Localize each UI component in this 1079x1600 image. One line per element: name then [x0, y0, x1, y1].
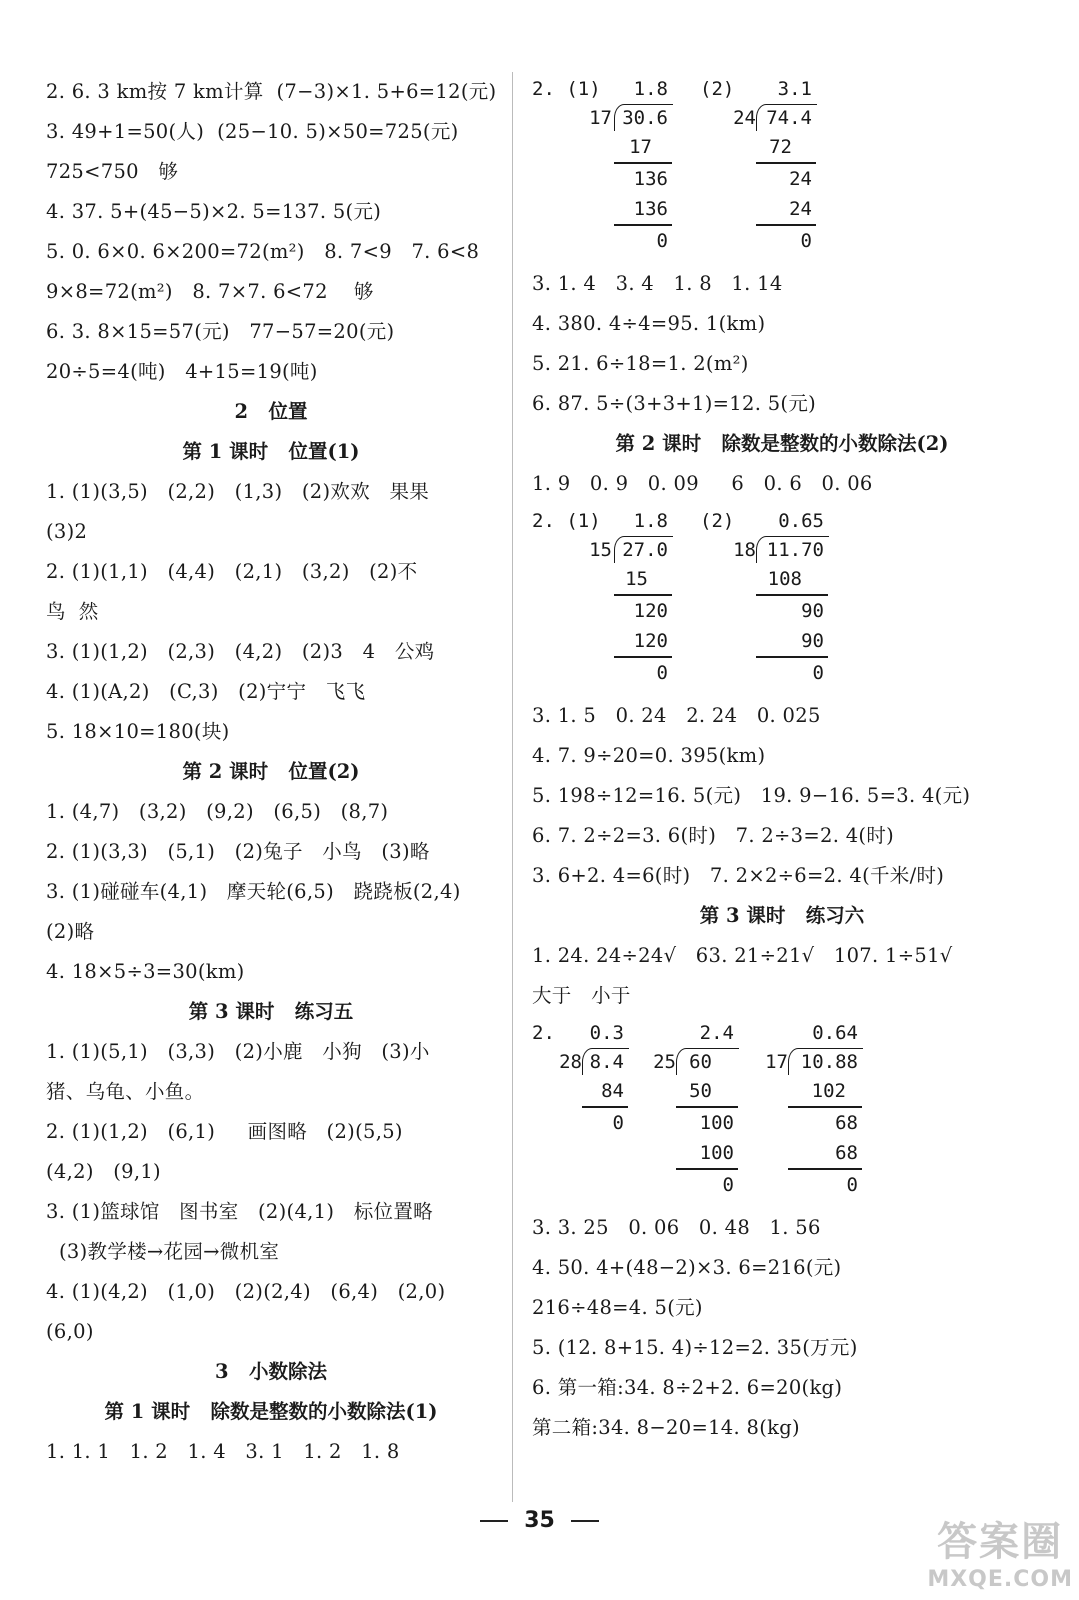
divisor: 25: [653, 1051, 676, 1073]
subtraction-line: [756, 224, 816, 226]
quotient: 3.1: [777, 78, 812, 100]
subtrahend: 72: [769, 136, 792, 158]
answer-line: 2. (1)(1,2) (6,1) 画图略 (2)(5,5): [46, 1120, 403, 1143]
remainder: 0: [846, 1174, 858, 1196]
answer-line: 4. 380. 4÷4=95. 1(km): [532, 312, 766, 335]
section-heading: 第 2 课时 位置(2): [182, 760, 360, 783]
subtraction-line: [614, 656, 672, 658]
long-division-1: [532, 72, 1032, 264]
dividend: 10.88: [800, 1051, 858, 1073]
answer-line: 6. 第一箱:34. 8÷2+2. 6=20(kg): [532, 1376, 843, 1399]
dividend: 11.70: [766, 539, 824, 561]
answer-line: 3. (1)(1,2) (2,3) (4,2) (2)3 4 公鸡: [46, 640, 435, 663]
subtrahend: 90: [801, 630, 824, 652]
subtrahend: 136: [633, 198, 668, 220]
quotient: 0.64: [812, 1022, 858, 1044]
left-column: [46, 72, 496, 1472]
column-divider: [512, 72, 513, 1502]
dividend: 8.4: [589, 1051, 624, 1073]
subtraction-line: [788, 1168, 862, 1170]
divisor: 15: [589, 539, 612, 561]
answer-line: 2. 6. 3 km按 7 km计算 (7−3)×1. 5+6=12(元): [46, 80, 497, 103]
answer-line: 216÷48=4. 5(元): [532, 1296, 703, 1319]
subtrahend: 17: [629, 136, 652, 158]
footer-dash: [571, 1520, 599, 1522]
answer-line: 3. 3. 25 0. 06 0. 48 1. 56: [532, 1216, 821, 1239]
answer-line: 1. (4,7) (3,2) (9,2) (6,5) (8,7): [46, 800, 389, 823]
answer-line: 4. 7. 9÷20=0. 395(km): [532, 744, 766, 767]
answer-line: (3)教学楼→花园→微机室: [46, 1240, 280, 1263]
subtraction-line: [582, 1106, 628, 1108]
remainder: 0: [722, 1174, 734, 1196]
remainder: 0: [612, 1112, 624, 1134]
remainder: 90: [801, 600, 824, 622]
subtrahend: 68: [835, 1142, 858, 1164]
answer-line: (3)2: [46, 520, 88, 543]
answer-line: 6. 3. 8×15=57(元) 77−57=20(元): [46, 320, 395, 343]
quotient: 0.65: [778, 510, 824, 532]
quotient: 1.8: [633, 78, 668, 100]
answer-line: 5. 0. 6×0. 6×200=72(m²) 8. 7<9 7. 6<8: [46, 240, 480, 263]
quotient: 0.3: [589, 1022, 624, 1044]
subtraction-line: [614, 594, 672, 596]
remainder: 0: [812, 662, 824, 684]
remainder: 24: [789, 168, 812, 190]
answer-line: 第二箱:34. 8−20=14. 8(kg): [532, 1416, 800, 1439]
answer-line: 1. (1)(3,5) (2,2) (1,3) (2)欢欢 果果: [46, 480, 430, 503]
answer-line: 725<750 够: [46, 160, 179, 183]
subtrahend: 120: [633, 630, 668, 652]
answer-line: 2. (1)(1,1) (4,4) (2,1) (3,2) (2)不: [46, 560, 418, 583]
answer-line: (6,0): [46, 1320, 94, 1343]
subtrahend: 108: [767, 568, 802, 590]
answer-line: 3. (1)篮球馆 图书室 (2)(4,1) 标位置略: [46, 1200, 433, 1223]
answer-line: 3. 49+1=50(人) (25−10. 5)×50=725(元): [46, 120, 459, 143]
section-heading: 第 3 课时 练习五: [188, 1000, 354, 1023]
answer-line: (2)略: [46, 920, 95, 943]
remainder: 0: [800, 230, 812, 252]
answer-line: 5. 198÷12=16. 5(元) 19. 9−16. 5=3. 4(元): [532, 784, 971, 807]
answer-line: 5. 21. 6÷18=1. 2(m²): [532, 352, 749, 375]
remainder: 120: [633, 600, 668, 622]
problem-label: 2.: [532, 1022, 555, 1044]
long-division-3: [532, 1016, 1032, 1208]
divisor: 17: [765, 1051, 788, 1073]
page-number: 35: [524, 1508, 555, 1533]
problem-label: (2): [700, 510, 735, 532]
section-heading: 第 1 课时 位置(1): [182, 440, 360, 463]
section-heading: 2 位置: [234, 400, 308, 423]
section-heading: 第 1 课时 除数是整数的小数除法(1): [104, 1400, 438, 1423]
answer-line: 1. 1. 1 1. 2 1. 4 3. 1 1. 2 1. 8: [46, 1440, 400, 1463]
answer-line: 1. 9 0. 9 0. 09 6 0. 6 0. 06: [532, 472, 873, 495]
subtraction-line: [788, 1106, 862, 1108]
answer-line: 6. 87. 5÷(3+3+1)=12. 5(元): [532, 392, 817, 415]
answer-line: 3. 6+2. 4=6(时) 7. 2×2÷6=2. 4(千米/时): [532, 864, 945, 887]
remainder: 0: [656, 230, 668, 252]
answer-line: 4. (1)(4,2) (1,0) (2)(2,4) (6,4) (2,0): [46, 1280, 446, 1303]
subtrahend: 84: [601, 1080, 624, 1102]
answer-line: 4. 18×5÷3=30(km): [46, 960, 245, 983]
answer-line: 3. 1. 5 0. 24 2. 24 0. 025: [532, 704, 821, 727]
answer-line: 1. 24. 24÷24√ 63. 21÷21√ 107. 1÷51√: [532, 944, 953, 967]
remainder: 100: [699, 1112, 734, 1134]
answer-line: 5. (12. 8+15. 4)÷12=2. 35(万元): [532, 1336, 858, 1359]
remainder: 136: [633, 168, 668, 190]
lesson-heading: 第 2 课时 除数是整数的小数除法(2): [615, 432, 949, 455]
answer-line: 20÷5=4(吨) 4+15=19(吨): [46, 360, 318, 383]
answer-line: 4. 50. 4+(48−2)×3. 6=216(元): [532, 1256, 842, 1279]
dividend: 60: [689, 1051, 712, 1073]
watermark-logo: [927, 1510, 1073, 1592]
subtrahend: 100: [699, 1142, 734, 1164]
divisor: 28: [559, 1051, 582, 1073]
subtrahend: 102: [811, 1080, 846, 1102]
divisor: 18: [733, 539, 756, 561]
long-division-2: [532, 504, 1032, 696]
subtraction-line: [614, 224, 672, 226]
subtrahend: 50: [689, 1080, 712, 1102]
answer-line: 2. (1)(3,3) (5,1) (2)兔子 小鸟 (3)略: [46, 840, 430, 863]
watermark-url: MXQE.COM: [927, 1567, 1073, 1592]
answer-line: 4. (1)(A,2) (C,3) (2)宁宁 飞飞: [46, 680, 366, 703]
footer-dash: [480, 1520, 508, 1522]
dividend: 74.4: [766, 107, 812, 129]
answer-line: 5. 18×10=180(块): [46, 720, 230, 743]
subtraction-line: [614, 162, 672, 164]
subtraction-line: [756, 594, 828, 596]
problem-label: 2. (1): [532, 510, 601, 532]
problem-label: 2. (1): [532, 78, 601, 100]
lesson-heading: 第 3 课时 练习六: [699, 904, 865, 927]
answer-line: 3. 1. 4 3. 4 1. 8 1. 14: [532, 272, 783, 295]
answer-line: 3. (1)碰碰车(4,1) 摩天轮(6,5) 跷跷板(2,4): [46, 880, 461, 903]
subtraction-line: [676, 1168, 738, 1170]
divisor: 17: [589, 107, 612, 129]
answer-line: (4,2) (9,1): [46, 1160, 161, 1183]
subtraction-line: [676, 1106, 738, 1108]
dividend: 27.0: [622, 539, 668, 561]
section-heading: 3 小数除法: [215, 1360, 327, 1383]
subtrahend: 24: [789, 198, 812, 220]
right-column: [532, 72, 1032, 1448]
answer-line: 1. (1)(5,1) (3,3) (2)小鹿 小狗 (3)小: [46, 1040, 430, 1063]
subtrahend: 15: [625, 568, 648, 590]
quotient: 1.8: [633, 510, 668, 532]
remainder: 0: [656, 662, 668, 684]
remainder: 68: [835, 1112, 858, 1134]
answer-line: 6. 7. 2÷2=3. 6(时) 7. 2÷3=2. 4(时): [532, 824, 895, 847]
quotient: 2.4: [699, 1022, 734, 1044]
answer-line: 9×8=72(m²) 8. 7×7. 6<72 够: [46, 280, 374, 303]
watermark-text: 答案圈: [937, 1519, 1064, 1565]
answer-line: 4. 37. 5+(45−5)×2. 5=137. 5(元): [46, 200, 382, 223]
answer-line: 猪、乌龟、小鱼。: [46, 1080, 205, 1103]
subtraction-line: [756, 656, 828, 658]
divisor: 24: [733, 107, 756, 129]
answer-line: 鸟 然: [46, 600, 99, 623]
problem-label: (2): [700, 78, 735, 100]
answer-line: 大于 小于: [532, 984, 631, 1007]
subtraction-line: [756, 162, 816, 164]
dividend: 30.6: [622, 107, 668, 129]
page-footer: [0, 1508, 1079, 1533]
